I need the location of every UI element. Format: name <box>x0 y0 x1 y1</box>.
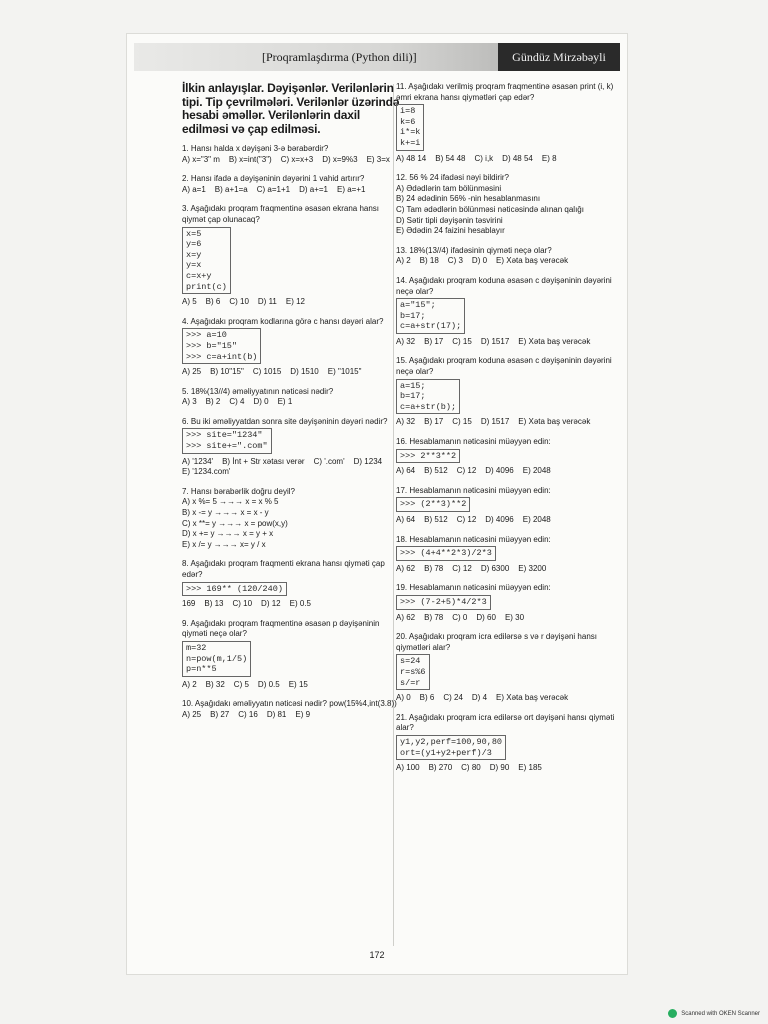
answer-option: C) 80 <box>461 763 481 773</box>
answer-option: D) 1234 <box>353 456 383 466</box>
answer-option: E) '1234.com' <box>182 467 231 477</box>
answer-option: C) 10 <box>232 599 253 609</box>
answer-option: E) 2048 <box>522 466 551 476</box>
question-text: 7. Hansı bərabərlik doğru deyil? <box>182 486 295 496</box>
question <box>396 535 618 575</box>
answer-option: B) 512 <box>424 466 448 476</box>
code-snippet: i=8 k=6 i*=k k+=i <box>396 104 424 150</box>
answer-option: B) İnt + Str xətası verər <box>222 456 305 466</box>
answer-option: E) 1 <box>277 397 293 407</box>
question-text: 8. Aşağıdakı proqram fraqmenti ekrana hansı qiyməti çap edər? <box>182 559 385 579</box>
code-snippet: >>> (7-2+5)*4/2*3 <box>396 595 491 610</box>
answer-options <box>182 497 404 550</box>
code-snippet: >>> (4+4**2*3)/2*3 <box>396 546 496 561</box>
question <box>396 632 618 704</box>
question-text: 12. 56 % 24 ifadəsi nəyi bildirir? <box>396 173 509 183</box>
answer-option: E) 3=x <box>366 154 390 164</box>
section-title: İlkin anlayışlar. Dəyişənlər. Verilənlərin tipi. Tip çevrilmələri. Verilənlər üzərində hesabi əməllər. Verilənlərin daxil edilməsi və çap edilməsi. <box>182 81 400 136</box>
question-text: 1. Hansı halda x dəyişəni 3-ə bərabərdir? <box>182 144 329 153</box>
page-header <box>134 43 620 71</box>
question-text: 3. Aşağıdakı proqram fraqmentinə əsasən ekrana hansı qiymət çap olunacaq? <box>182 204 380 224</box>
answer-options <box>396 337 618 348</box>
answer-option: B) x -= y →→→ x = x - y <box>182 508 269 518</box>
answer-option: E) 30 <box>504 612 525 622</box>
answer-option: A) 62 <box>396 563 416 573</box>
question <box>182 417 404 478</box>
question <box>396 246 618 267</box>
answer-option: A) 64 <box>396 515 416 524</box>
question <box>182 387 404 408</box>
scanner-watermark <box>668 1009 760 1018</box>
right-column <box>396 82 618 783</box>
answer-option: D) 6300 <box>480 563 510 573</box>
answer-options <box>182 599 404 610</box>
answer-option: B) 78 <box>424 612 444 622</box>
answer-option: C) '.com' <box>313 456 345 466</box>
answer-option: D) 81 <box>266 709 287 719</box>
question <box>182 317 404 378</box>
answer-option: C) x=x+3 <box>280 154 314 164</box>
question-text: 9. Aşağıdakı proqram fraqmentinə əsasən p dəyişəninin qiyməti neçə olar? <box>182 618 380 639</box>
answer-option: C) 0 <box>452 612 468 622</box>
answer-option: D) 1517 <box>480 336 510 346</box>
answer-options <box>396 417 618 428</box>
question-text: 11. Aşağıdakı verilmiş proqram fraqmentinə əsasən print (i, k) əmri ekrana hansı qiymətləri çap edər? <box>396 82 614 102</box>
answer-option: E) 0.5 <box>289 599 311 609</box>
answer-option: B) 13 <box>204 599 224 609</box>
answer-option: A) 25 <box>182 709 202 719</box>
answer-option: D) 90 <box>489 763 510 773</box>
answer-option: B) 2 <box>205 397 221 407</box>
answer-option: A) a=1 <box>182 184 206 194</box>
question <box>182 174 404 195</box>
question <box>182 144 404 165</box>
header-author: Gündüz Mirzəbəyli <box>498 43 620 71</box>
question <box>396 276 618 348</box>
answer-option: E) Xəta baş verəcək <box>496 693 569 703</box>
code-snippet: >>> 2**3**2 <box>396 449 460 464</box>
answer-option: B) a+1=a <box>214 184 248 194</box>
answer-option: D) 1517 <box>480 417 510 427</box>
answer-option: D) 48 54 <box>502 153 533 163</box>
question-text: 21. Aşağıdakı proqram icra edilərsə ort dəyişəni hansı qiyməti alar? <box>396 712 615 733</box>
answer-option: D) 0 <box>253 397 269 407</box>
answer-option: C) 4 <box>229 397 245 407</box>
answer-option: E) Xəta baş verəcək <box>496 256 569 266</box>
answer-options <box>182 297 404 308</box>
code-snippet: >>> a=10 >>> b="15" >>> c=a+int(b) <box>182 328 261 364</box>
answer-option: D) Sətir tipli dəyişənin təsvirini <box>396 215 503 225</box>
answer-options <box>396 613 618 624</box>
question-text: 15. Aşağıdakı proqram koduna əsasən c dəyişəninin dəyərini neçə olar? <box>396 356 612 377</box>
question <box>396 583 618 623</box>
question-text: 17. Hesablamanın nəticəsini müəyyən edin: <box>396 485 551 495</box>
answer-option: E) Xəta baş verəcək <box>518 336 591 346</box>
question-text: 2. Hansı ifadə a dəyişəninin dəyərini 1 vahid artırır? <box>182 174 365 184</box>
answer-option: D) 0.5 <box>257 679 280 689</box>
answer-option: A) 32 <box>396 417 416 427</box>
answer-options <box>182 457 404 478</box>
question-text: 10. Aşağıdakı əməliyyatın nəticəsi nədir? pow(15%4,int(3.8)) <box>182 699 397 709</box>
question-text: 19. Hesablamanın nəticəsini müəyyən edin: <box>396 583 551 593</box>
answer-option: C) x **= y →→→ x = pow(x,y) <box>182 518 288 528</box>
answer-options <box>182 185 404 196</box>
answer-option: A) 25 <box>182 367 202 377</box>
code-snippet: a="15"; b=17; c=a+str(17); <box>396 298 465 334</box>
question-text: 4. Aşağıdakı proqram kodlarına görə c hansı dəyəri alar? <box>182 316 384 326</box>
code-snippet: a=15; b=17; c=a+str(b); <box>396 379 460 415</box>
answer-option: C) 15 <box>452 417 472 427</box>
answer-option: C) 5 <box>233 679 249 689</box>
answer-option: B) 17 <box>424 417 444 427</box>
answer-option: C) a=1+1 <box>256 184 291 194</box>
code-snippet: y1,y2,perf=100,90,80 ort=(y1+y2+perf)/3 <box>396 735 506 760</box>
answer-option: A) 48 14 <box>396 153 427 163</box>
answer-option: B) x=int("3") <box>228 154 272 164</box>
answer-option: A) 5 <box>182 297 197 307</box>
answer-option: E) 8 <box>541 153 557 163</box>
answer-option: A) x="3" m <box>182 154 220 164</box>
answer-option: E) 15 <box>288 679 308 689</box>
answer-option: A) 64 <box>396 466 416 476</box>
answer-option: C) 12 <box>452 563 472 573</box>
left-column <box>182 82 404 730</box>
answer-option: D) 60 <box>476 612 496 622</box>
question <box>182 559 404 609</box>
answer-option: A) 3 <box>182 397 197 407</box>
answer-option: B) 18 <box>419 256 439 266</box>
code-snippet: x=5 y=6 x=y y=x c=x+y print(c) <box>182 227 231 295</box>
question-text: 13. 18%(13//4) ifadəsinin qiyməti neçə olar? <box>396 245 552 255</box>
answer-option: D) x += y →→→ x = y + x <box>182 529 274 539</box>
header-title: [Proqramlaşdırma (Python dili)] <box>134 43 498 71</box>
answer-option: E) Xəta baş verəcək <box>518 417 591 427</box>
question <box>396 82 618 164</box>
answer-option: E) Ədədin 24 faizini hesablayır <box>396 226 505 236</box>
answer-option: E) a=+1 <box>336 184 366 194</box>
answer-option: E) "1015" <box>327 367 362 377</box>
question-text: 20. Aşağıdakı proqram icra edilərsə s və r dəyişəni hansı qiymətləri alar? <box>396 632 597 652</box>
question-text: 6. Bu iki əməliyyatdan sonra site dəyişəninin dəyəri nədir? <box>182 416 388 426</box>
answer-option: B) 6 <box>419 693 435 703</box>
code-snippet: >>> 169** (120/240) <box>182 582 287 597</box>
question <box>396 437 618 477</box>
answer-options <box>182 397 404 408</box>
question <box>182 619 404 691</box>
code-snippet: m=32 n=pow(m,1/5) p=n**5 <box>182 641 251 677</box>
answer-options <box>396 564 618 575</box>
answer-option: C) i,k <box>474 153 494 163</box>
answer-option: B) 78 <box>424 563 444 573</box>
answer-options <box>396 256 618 267</box>
answer-option: B) 54 48 <box>435 153 466 163</box>
code-snippet: >>> (2**3)**2 <box>396 497 470 512</box>
answer-option: 169 <box>182 599 196 609</box>
code-snippet: >>> site="1234" >>> site+=".com" <box>182 428 272 453</box>
answer-option: E) 9 <box>295 709 311 719</box>
question <box>182 204 404 307</box>
answer-option: C) 3 <box>447 256 463 266</box>
question <box>396 486 618 526</box>
answer-options <box>182 155 404 166</box>
code-snippet: s=24 r=s%6 s/=r <box>396 654 430 690</box>
answer-option: A) Ədədlərin tam bölünməsini <box>396 183 502 193</box>
question <box>396 173 618 237</box>
answer-option: C) 10 <box>229 297 249 307</box>
answer-option: B) 270 <box>428 763 453 773</box>
answer-options <box>396 184 618 237</box>
answer-option: A) 32 <box>396 336 416 346</box>
answer-option: D) 4 <box>471 693 488 703</box>
question <box>396 356 618 428</box>
answer-option: B) 27 <box>210 709 230 719</box>
answer-option: A) x %= 5 →→→ x = x % 5 <box>182 497 279 507</box>
answer-option: C) Tam ədədlərin bölünməsi nəticəsində alınan qalığı <box>396 204 584 214</box>
answer-options <box>396 763 618 774</box>
answer-options <box>396 693 618 704</box>
answer-option: B) 32 <box>205 679 225 689</box>
answer-option: B) 512 <box>424 515 448 524</box>
page-number: 172 <box>369 950 385 960</box>
answer-option: B) 17 <box>424 336 444 346</box>
question-text: 18. Hesablamanın nəticəsini müəyyən edin: <box>396 534 551 544</box>
answer-option: D) 4096 <box>485 515 514 524</box>
scanner-logo-icon <box>668 1009 677 1018</box>
question <box>182 699 404 720</box>
answer-option: C) 1015 <box>252 367 282 377</box>
answer-option: C) 12 <box>456 515 477 524</box>
answer-option: E) x /= y →→→ x= y / x <box>182 539 266 549</box>
answer-options <box>182 680 404 691</box>
answer-option: D) 11 <box>257 297 277 307</box>
answer-options <box>182 367 404 378</box>
answer-option: B) 6 <box>205 297 221 307</box>
answer-option: C) 16 <box>238 709 258 719</box>
answer-option: D) 4096 <box>485 466 514 476</box>
answer-option: E) 12 <box>285 297 305 307</box>
answer-option: E) 2048 <box>522 515 551 524</box>
answer-option: D) 0 <box>471 256 488 266</box>
scanner-label: Scanned with OKEN Scanner <box>681 1010 760 1017</box>
question-text: 16. Hesablamanın nəticəsini müəyyən edin: <box>396 437 551 447</box>
answer-options <box>396 154 618 165</box>
answer-option: C) 24 <box>443 693 463 703</box>
answer-option: A) 2 <box>396 256 411 266</box>
answer-option: D) 12 <box>261 599 281 609</box>
answer-option: A) 2 <box>182 679 197 689</box>
answer-option: D) 1510 <box>290 367 319 377</box>
answer-option: B) 10"15" <box>210 367 244 377</box>
answer-option: C) 15 <box>452 336 472 346</box>
answer-option: A) 100 <box>396 763 420 773</box>
answer-options <box>182 710 404 721</box>
answer-option: E) 3200 <box>518 563 547 573</box>
document-page <box>127 34 627 974</box>
question-text: 14. Aşağıdakı proqram koduna əsasən c dəyişəninin dəyərini neçə olar? <box>396 275 612 296</box>
answer-options <box>396 515 618 526</box>
answer-option: A) '1234' <box>182 456 214 466</box>
answer-option: C) 12 <box>456 466 477 476</box>
answer-option: A) 62 <box>396 612 416 622</box>
answer-option: D) x=9%3 <box>322 154 358 164</box>
question <box>396 713 618 774</box>
answer-option: E) 185 <box>518 763 542 773</box>
answer-option: B) 24 ədədinin 56% -nin hesablanmasını <box>396 194 541 204</box>
answer-option: D) a+=1 <box>299 184 328 194</box>
answer-options <box>396 466 618 477</box>
answer-option: A) 0 <box>396 693 411 703</box>
question-text: 5. 18%(13//4) əməliyyatının nəticəsi nədir? <box>182 386 334 396</box>
question <box>182 487 404 551</box>
